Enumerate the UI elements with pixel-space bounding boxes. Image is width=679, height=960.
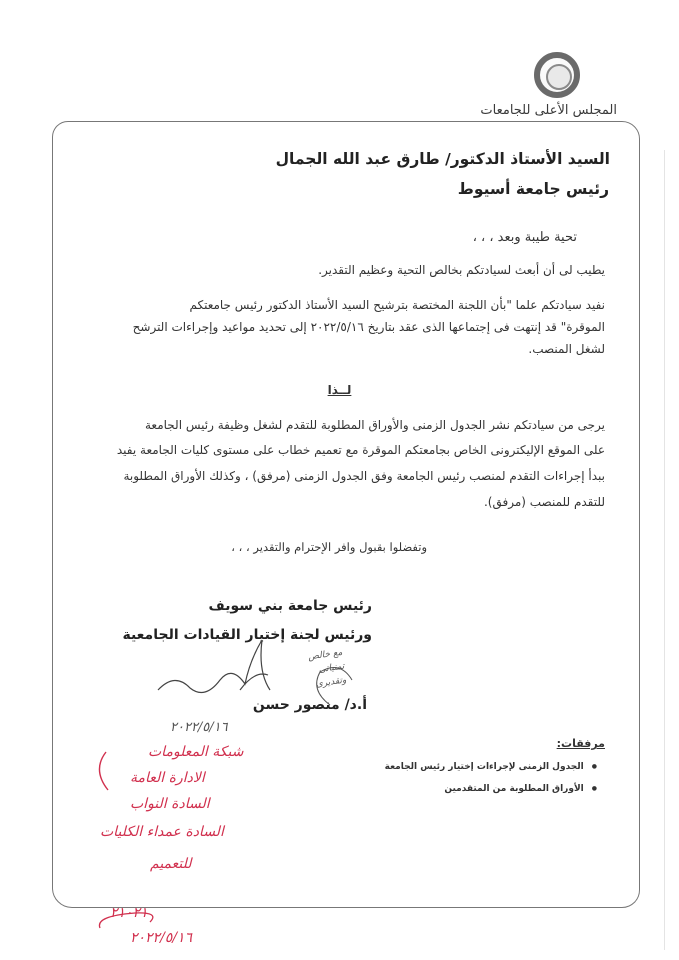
intro-line: يطيب لى أن أبعث لسيادتكم بخالص التحية وعظيم التقدير. <box>318 263 605 277</box>
margin-note-line: تمنياتى <box>318 661 346 676</box>
signatory-title-1: رئيس جامعة بني سويف <box>208 598 372 614</box>
red-annotation-line: شبكة المعلومات <box>148 744 244 760</box>
scan-artifact-line <box>664 150 665 950</box>
red-annotation-line: للتعميم <box>150 856 192 872</box>
margin-note-line: وتقديرى <box>315 675 348 690</box>
red-annotation-line: الادارة العامة <box>130 770 205 786</box>
signatory-title-2: ورئيس لجنة إختيار القيادات الجامعية <box>122 627 372 643</box>
para1-line: لشغل المنصب. <box>528 342 605 356</box>
attachments-list <box>385 762 597 806</box>
para1-line: نفيد سيادتكم علما "بأن اللجنة المختصة بترشيح السيد الأستاذ الدكتور رئيس جامعتكم <box>189 298 605 312</box>
section-heading: لــذا <box>327 383 352 397</box>
para2-line: للتقدم للمنصب (مرفق). <box>483 495 605 509</box>
council-seal-icon <box>534 52 580 98</box>
handwritten-signature-date: ٢٠٢٢/٥/١٦ <box>170 720 228 735</box>
signatory-name: أ.د/ منصور حسن <box>252 697 367 713</box>
attachment-item: ● الأوراق المطلوبة من المتقدمين <box>385 784 597 794</box>
handwritten-margin-note <box>307 646 347 692</box>
attachment-item: ● الجدول الزمنى لإجراءات إختيار رئيس الجامعة <box>385 762 597 772</box>
para1-line: الموقرة" قد إنتهت فى إجتماعها الذى عقد بتاريخ ٢٠٢٢/٥/١٦ إلى تحديد مواعيد وإجراءات الترشح <box>132 320 605 334</box>
closing-line: وتفضلوا بقبول وافر الإحترام والتقدير ، ، ، <box>231 540 427 554</box>
letterhead-org-name: المجلس الأعلى للجامعات <box>480 103 617 118</box>
greeting: تحية طيبة وبعد ، ، ، <box>472 230 577 245</box>
margin-note-line: مع خالص <box>307 647 344 663</box>
attachments-title: مرفقات: <box>556 737 605 750</box>
red-annotation-line: السادة النواب <box>130 796 210 812</box>
para2-line: يرجى من سيادتكم نشر الجدول الزمنى والأوراق المطلوبة للتقدم لشغل وظيفة رئيس الجامعة <box>144 418 605 432</box>
para2-line: ببدأ إجراءات التقدم لمنصب رئيس الجامعة وفق الجدول الزمنى (مرفق) ، وكذلك الأوراق المطلوبة <box>123 469 605 483</box>
red-annotation-line: السادة عمداء الكليات <box>100 824 224 840</box>
addressee-title: رئيس جامعة أسيوط <box>457 180 609 198</box>
para2-line: على الموقع الإليكترونى الخاص بجامعتكم الموقرة مع تعميم خطاب على مستوى كليات الجامعة يفيد <box>116 443 605 457</box>
addressee-name: السيد الأستاذ الدكتور/ طارق عبد الله الجمال <box>275 150 610 168</box>
red-reference-number: ٢١٠٢١ <box>110 905 148 921</box>
red-annotation-date: ٢٠٢٢/٥/١٦ <box>130 930 193 946</box>
